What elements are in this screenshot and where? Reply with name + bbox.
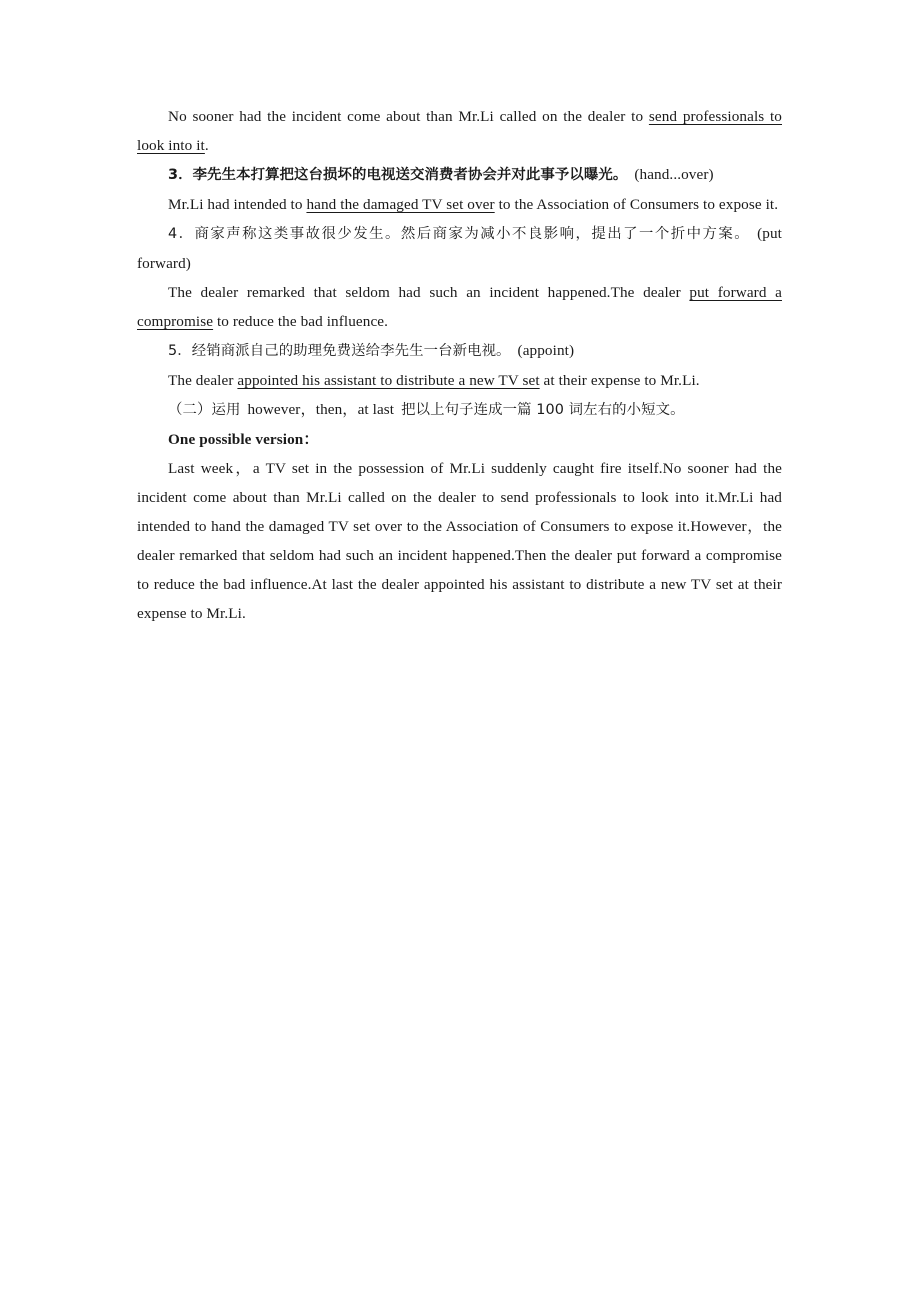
prompt-4-number: 4．	[168, 226, 195, 242]
answer-2-text-after: .	[204, 137, 209, 154]
answer-3-text-before: Mr.Li had intended to	[168, 196, 307, 213]
prompt-4	[137, 219, 782, 278]
prompt-3-number: 3．	[168, 167, 193, 183]
one-possible-version-heading: One possible version：	[168, 431, 319, 448]
answer-4-underlined: put forward a compromise	[137, 284, 782, 330]
answer-5-text-before: The dealer	[168, 372, 238, 389]
prompt-5-chinese: 经销商派自己的助理免费送给李先生一台新电视。	[191, 343, 511, 359]
prompt-4-chinese: 商家声称这类事故很少发生。然后商家为减小不良影响，提出了一个折中方案。	[194, 226, 751, 242]
prompt-3	[137, 160, 782, 190]
answer-2-text-before: No sooner had the incident come about than Mr.Li called on the dealer to	[168, 108, 649, 125]
prompt-5	[137, 336, 782, 366]
answer-3-underlined: hand the damaged TV set over	[306, 196, 495, 213]
section-two-label: （二）	[168, 402, 212, 418]
prompt-4-hint: (put forward)	[137, 225, 782, 272]
section-two-chinese-after: 把以上句子连成一篇 100 词左右的小短文。	[401, 402, 685, 418]
answer-4-text-after: to reduce the bad influence.	[213, 313, 389, 330]
answer-4-text-before: The dealer remarked that seldom had such an incident happened.The dealer	[168, 284, 690, 301]
prompt-5-hint: (appoint)	[517, 342, 575, 359]
answer-4	[137, 278, 782, 336]
prompt-5-number: 5．	[168, 343, 192, 359]
answer-3-text-after: to the Association of Consumers to expose it.	[494, 196, 779, 213]
answer-2-underlined: send professionals to look into it	[137, 108, 782, 154]
prompt-3-chinese: 李先生本打算把这台损坏的电视送交消费者协会并对此事予以曝光。	[192, 167, 628, 183]
document-body	[137, 102, 782, 628]
answer-5-text-after: at their expense to Mr.Li.	[539, 372, 700, 389]
prompt-3-hint: (hand...over)	[634, 166, 714, 183]
section-two-connectives: however，then，at last	[247, 401, 395, 418]
answer-5-underlined: appointed his assistant to distribute a new TV set	[237, 372, 540, 389]
answer-line-2	[137, 102, 782, 160]
section-two-chinese-before: 运用	[211, 402, 241, 418]
composition-paragraph: Last week，a TV set in the possession of Mr.Li suddenly caught fire itself.No sooner had the incident come about than Mr.Li called on the dealer to send professionals to look into it.Mr.Li had intended to hand the damaged TV set over to the Association of Consumers to expose it.However，the dealer remarked that seldom had such an incident happened.Then the dealer put forward a compromise to reduce the bad influence.At last the dealer appointed his assistant to distribute a new TV set at their expense to Mr.Li.	[137, 460, 782, 622]
section-two-instruction	[137, 395, 782, 425]
answer-3	[137, 190, 782, 219]
answer-5	[137, 366, 782, 395]
